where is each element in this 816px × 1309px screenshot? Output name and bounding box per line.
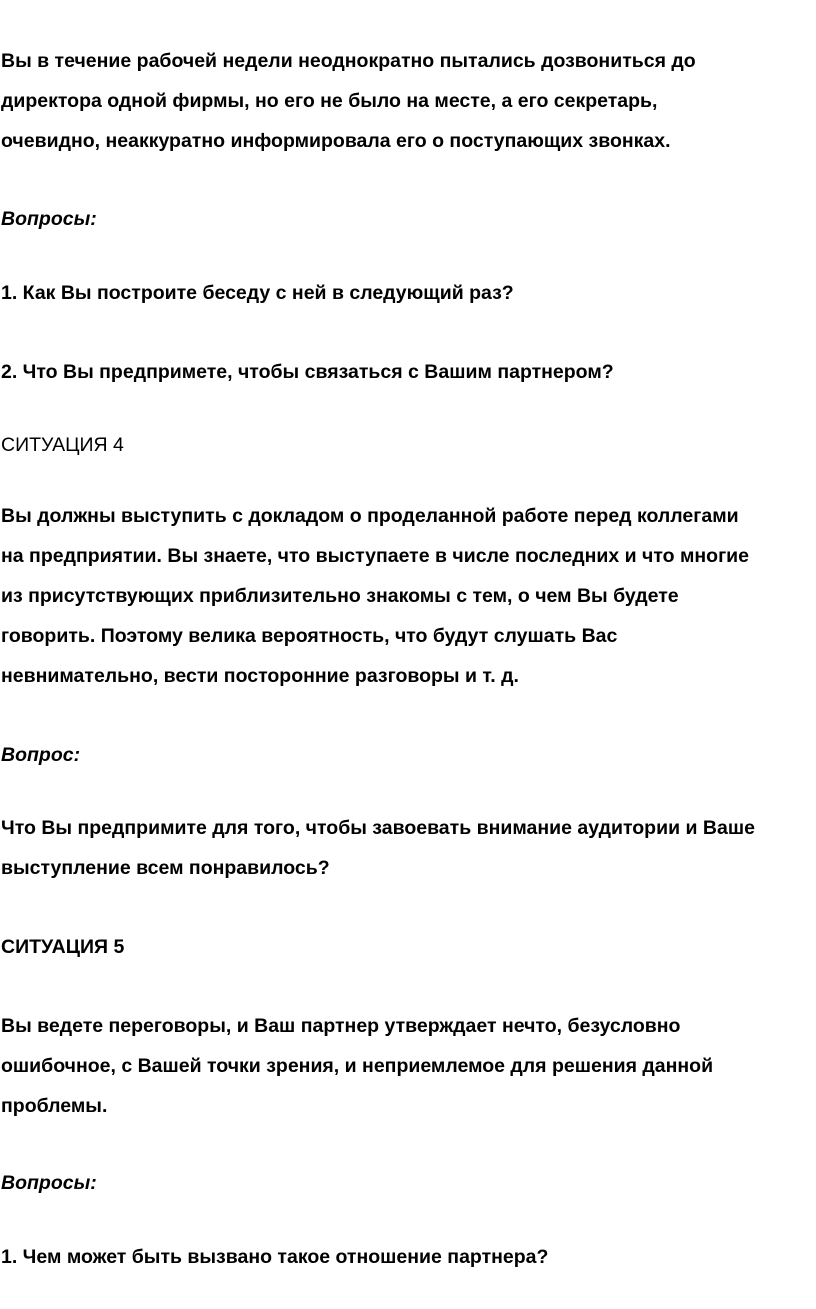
situation-3-question-2: 2. Что Вы предпримете, чтобы связаться с Вашим партнером? — [1, 361, 614, 383]
situation-5-questions-heading: Вопросы: — [1, 1172, 97, 1194]
situation-4-heading: СИТУАЦИЯ 4 — [1, 434, 124, 456]
paragraph-line: Вы ведете переговоры, и Ваш партнер утверждает нечто, безусловно — [1, 1015, 681, 1037]
paragraph-line: говорить. Поэтому велика вероятность, что будут слушать Вас — [1, 625, 618, 647]
question-line: Что Вы предпримите для того, чтобы завоевать внимание аудитории и Ваше — [1, 817, 755, 839]
situation-5-question-1: 1. Чем может быть вызвано такое отношение партнера? — [1, 1246, 549, 1268]
situation-4-question-heading: Вопрос: — [1, 744, 81, 766]
paragraph-line: Вы должны выступить с докладом о проделанной работе перед коллегами — [1, 505, 739, 527]
situation-5-heading: СИТУАЦИЯ 5 — [1, 936, 125, 958]
paragraph-line: очевидно, неаккуратно информировала его о поступающих звонках. — [1, 130, 671, 152]
situation-3-question-1: 1. Как Вы построите беседу с ней в следующий раз? — [1, 282, 514, 304]
situation-4-paragraph — [1, 496, 816, 696]
paragraph-line: Вы в течение рабочей недели неоднократно пытались дозвониться до — [1, 50, 696, 72]
situation-4-question — [1, 808, 816, 888]
paragraph-line: ошибочное, с Вашей точки зрения, и неприемлемое для решения данной — [1, 1055, 714, 1077]
situation-3-paragraph — [1, 41, 816, 161]
paragraph-line: невнимательно, вести посторонние разговоры и т. д. — [1, 665, 519, 687]
paragraph-line: проблемы. — [1, 1095, 108, 1117]
paragraph-line: из присутствующих приблизительно знакомы с тем, о чем Вы будете — [1, 585, 679, 607]
situation-3-questions-heading: Вопросы: — [1, 208, 97, 230]
situation-5-paragraph — [1, 1006, 816, 1126]
paragraph-line: директора одной фирмы, но его не было на месте, а его секретарь, — [1, 90, 658, 112]
paragraph-line: на предприятии. Вы знаете, что выступаете в числе последних и что многие — [1, 545, 750, 567]
question-line: выступление всем понравилось? — [1, 857, 330, 879]
